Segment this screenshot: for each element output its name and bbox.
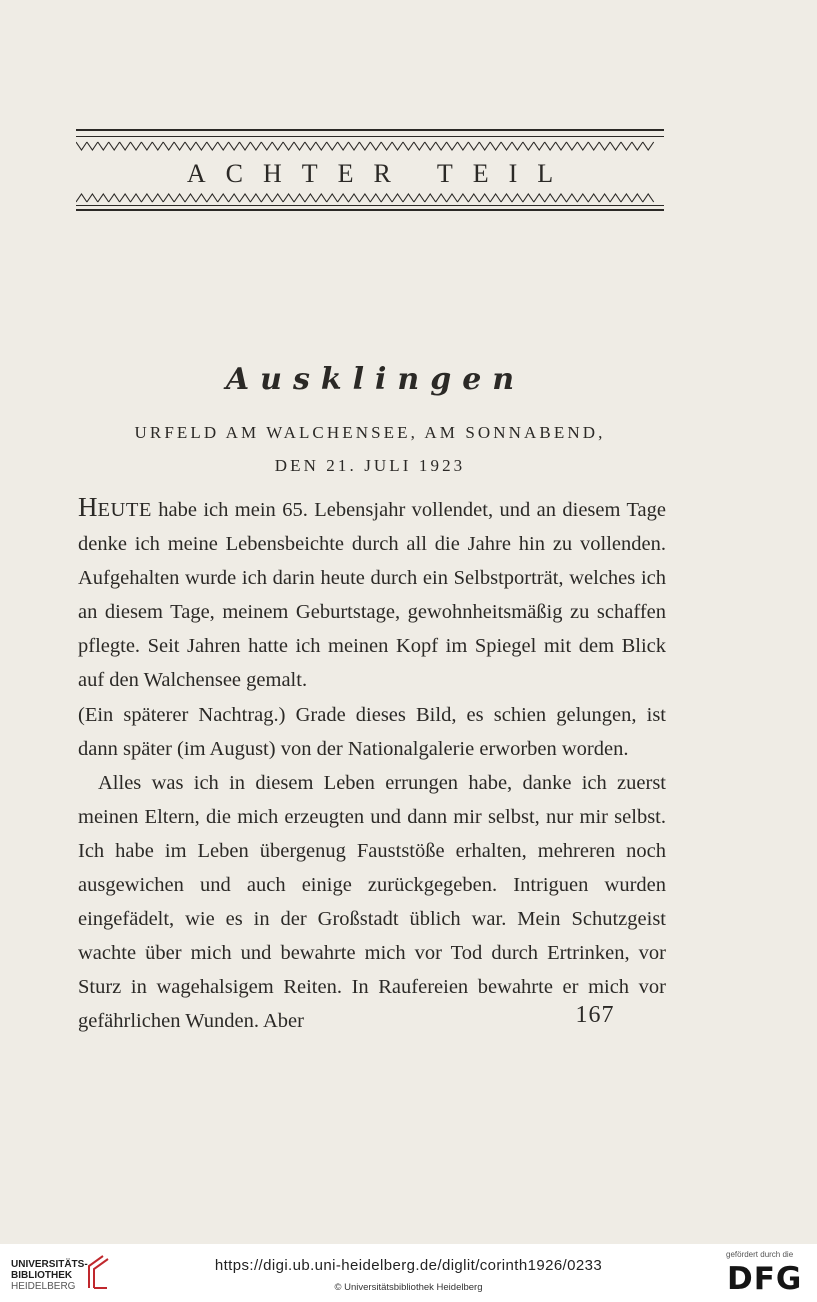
library-name-line2: BIBLIOTHEK xyxy=(11,1270,73,1281)
small-caps-word: EUTE xyxy=(97,499,152,521)
library-name-line1: UNIVERSITÄTS- xyxy=(11,1259,88,1270)
chapter-place: URFELD AM WALCHENSEE, AM SONNABEND, xyxy=(134,423,606,442)
part-title: ACHTER TEIL xyxy=(186,159,574,188)
header-ornament-top xyxy=(76,141,664,151)
header-ornament-bottom xyxy=(76,193,664,203)
chapter-date: DEN 21. JULI 1923 xyxy=(274,456,466,475)
funded-by-label: gefördert durch die xyxy=(726,1250,794,1259)
paragraph-3: Alles was ich in diesem Leben errungen habe, danke ich zuerst meinen Eltern, die mich erzeugten und dann mir selbst, nur mir selbst. Ich habe im Leben übergenug Fauststöße erhalten, mehreren noch ausgewichen und auch einige zurückgegeben. Intriguen wurden eingefädelt, wie es in der Großstadt üblich war. Mein Schutzgeist wachte über mich und bewahrte mich vor Tod durch Ertrinken, vor Sturz in wagehalsigem Reiten. In Raufereien bewahrte er mich vor gefährlichen Wunden. Aber xyxy=(78,771,666,1033)
header-rule-top xyxy=(76,129,664,131)
page-number: 167 xyxy=(575,1002,615,1028)
header-rule-thin xyxy=(76,136,664,137)
header-rule-bottom-thick xyxy=(76,209,664,211)
copyright-notice: © Universitätsbibliothek Heidelberg xyxy=(334,1282,483,1293)
footer-bar xyxy=(0,1244,817,1302)
chapter-title: Ausklingen xyxy=(225,362,526,397)
library-name-line3: HEIDELBERG xyxy=(11,1281,76,1292)
dfg-logo[interactable]: DFG xyxy=(727,1261,803,1297)
body-text xyxy=(78,490,666,1039)
paragraph-1-text: habe ich mein 65. Lebensjahr vollendet, und an diesem Tage denke ich meine Lebensbeichte durch all die Jahre hin zu vollenden. Aufgehalten wurde ich darin heute durch ein Selbstporträt, welches ich an diesem Tage, meinem Geburtstage, gewohnheitsmäßig zu schaffen pflegte. Seit Jahren hatte ich meinen Kopf im Spiegel mit dem Blick auf den Walchensee gemalt. xyxy=(78,499,666,692)
header-rule-bottom xyxy=(76,205,664,206)
drop-cap: H xyxy=(78,492,98,522)
paragraph-1 xyxy=(78,490,666,698)
document-url-link[interactable]: https://digi.ub.uni-heidelberg.de/diglit/corinth1926/0233 xyxy=(214,1257,603,1274)
paragraph-2: (Ein späterer Nachtrag.) Grade dieses Bild, es schien gelungen, ist dann später (im August) von der Nationalgalerie erworben worden. xyxy=(78,703,666,760)
